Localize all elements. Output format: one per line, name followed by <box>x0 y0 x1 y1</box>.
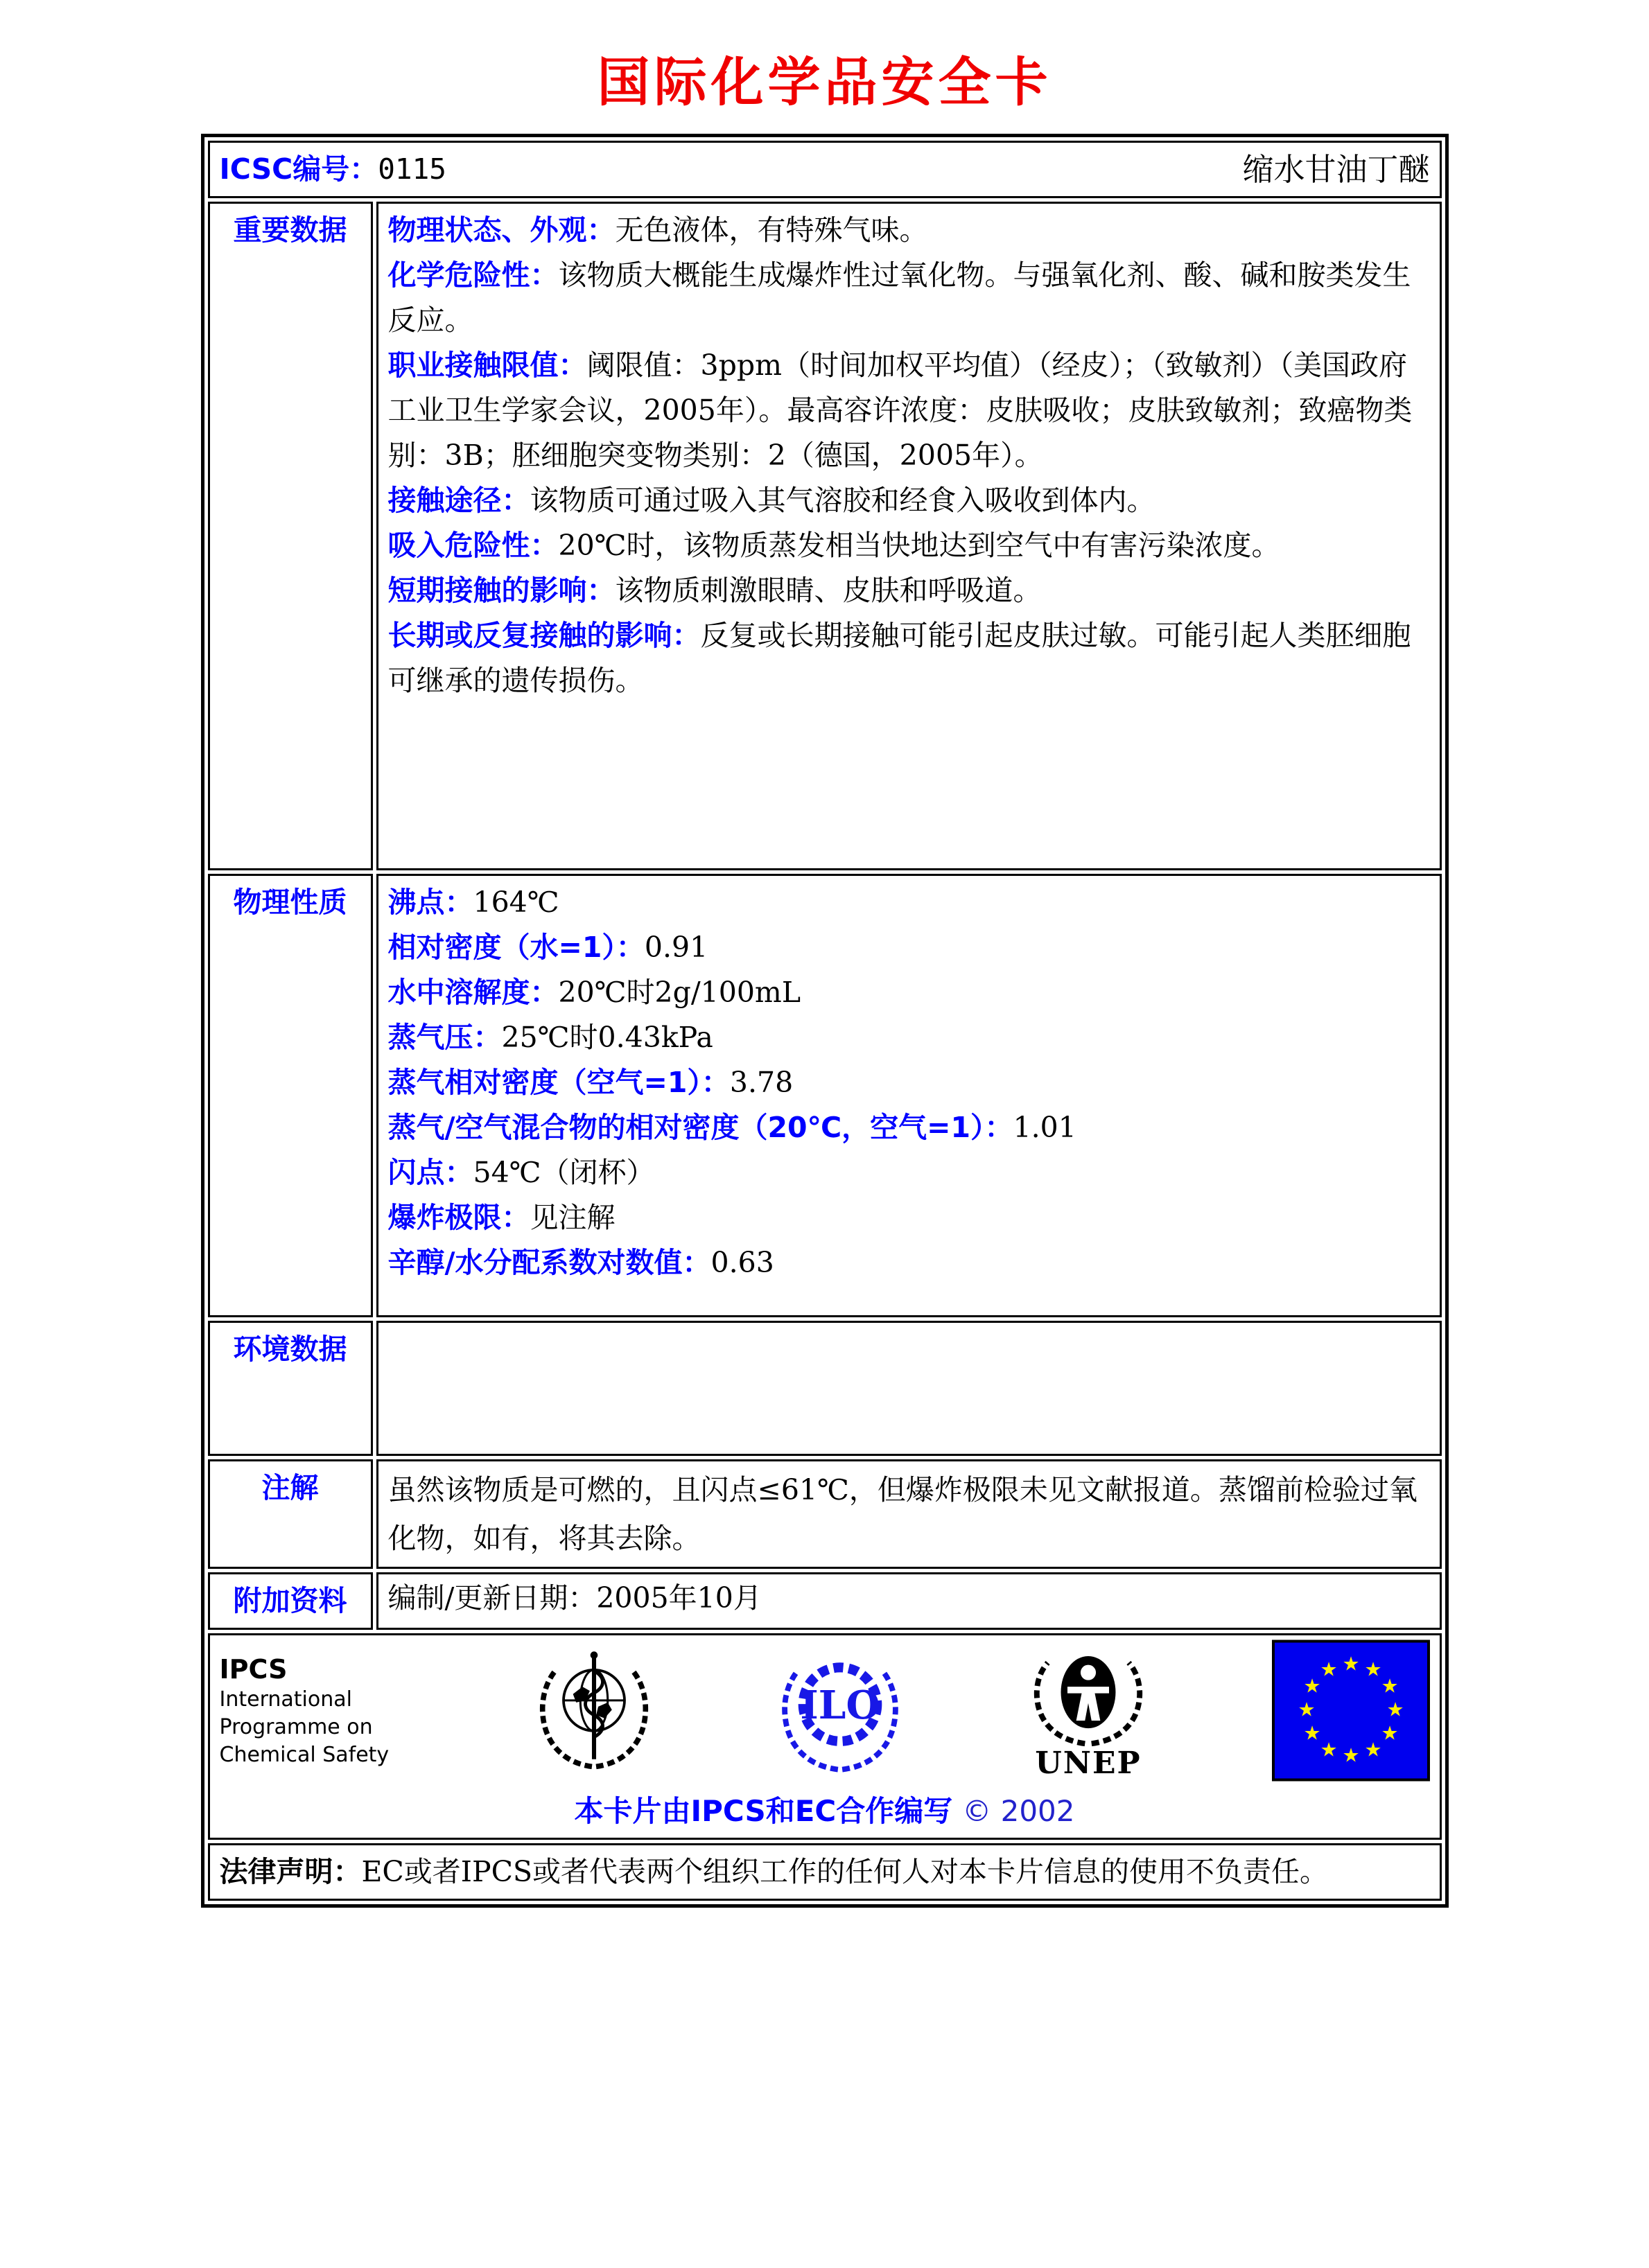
svg-text:★: ★ <box>1319 1658 1338 1681</box>
item-text: 3.78 <box>729 1066 794 1099</box>
environment-data-row <box>208 1321 1442 1456</box>
item-label: 蒸气/空气混合物的相对密度（20℃，空气=1）： <box>387 1111 1013 1144</box>
eu-flag-icon <box>1272 1640 1430 1782</box>
physical-item <box>388 970 1430 1015</box>
item-text: 阈限值：3ppm（时间加权平均值）（经皮）；（致敏剂）（美国政府工业卫生学家会议，2005年）。最高容许浓度：皮肤吸收；皮肤致敏剂；致癌物类别：3B；胚细胞突变物类别：2（德国，2005年）。 <box>387 349 1413 472</box>
item-text: 该物质大概能生成爆炸性过氧化物。与强氧化剂、酸、碱和胺类发生反应。 <box>387 258 1411 337</box>
credit-line <box>220 1788 1430 1834</box>
important-item <box>388 253 1430 343</box>
page-title: 国际化学品安全卡 <box>597 51 1052 113</box>
item-text: 25℃时0.43kPa <box>501 1021 713 1054</box>
physical-item <box>388 1240 1430 1285</box>
important-item <box>388 208 1430 253</box>
important-data-content <box>376 202 1442 870</box>
environment-data-title: 环境数据 <box>208 1321 373 1456</box>
item-text: 无色液体，有特殊气味。 <box>615 213 928 247</box>
physical-properties-row <box>208 874 1442 1317</box>
physical-properties-title: 物理性质 <box>208 874 373 1317</box>
item-label: 辛醇/水分配系数对数值： <box>387 1246 711 1279</box>
physical-item <box>388 1105 1430 1150</box>
logo-strip <box>220 1640 1430 1782</box>
item-label: 蒸气相对密度（空气=1）： <box>387 1066 730 1099</box>
physical-item <box>388 1015 1430 1060</box>
ipcs-abbr: IPCS <box>219 1653 288 1685</box>
item-text: 该物质可通过吸入其气溶胶和经食入吸收到体内。 <box>530 484 1155 517</box>
icsc-number-label: ICSC编号： <box>219 152 378 186</box>
svg-text:ILO: ILO <box>799 1682 880 1728</box>
important-item <box>388 523 1430 568</box>
important-data-row <box>208 202 1442 870</box>
svg-text:★: ★ <box>1297 1698 1316 1721</box>
card-page <box>201 40 1449 1908</box>
header-row <box>208 141 1442 198</box>
item-label: 水中溶解度： <box>387 976 559 1009</box>
notes-title: 注解 <box>208 1459 373 1569</box>
legal-label: 法律声明： <box>219 1855 362 1888</box>
legal-text: EC或者IPCS或者代表两个组织工作的任何人对本卡片信息的使用不负责任。 <box>361 1855 1329 1888</box>
icsc-number-value: 0115 <box>378 152 446 186</box>
item-label: 沸点： <box>387 886 473 919</box>
item-label: 接触途径： <box>387 484 530 517</box>
notes-content: 虽然该物质是可燃的，且闪点≤61℃，但爆炸极限未见文献报道。蒸馏前检验过氧化物，如有，将其去除。 <box>376 1459 1442 1569</box>
legal-row <box>208 1843 1442 1901</box>
item-label: 蒸气压： <box>387 1021 502 1054</box>
chemical-name: 缩水甘油丁醚 <box>1242 151 1430 188</box>
important-item <box>388 568 1430 613</box>
item-text: 54℃（闭杯） <box>473 1156 655 1189</box>
header-cell <box>208 141 1442 198</box>
notes-row <box>208 1459 1442 1569</box>
logos-row <box>208 1633 1442 1840</box>
item-label: 闪点： <box>387 1156 473 1189</box>
item-label: 长期或反复接触的影响： <box>387 619 701 652</box>
item-text: 20℃时，该物质蒸发相当快地达到空气中有害污染浓度。 <box>558 529 1280 562</box>
important-item <box>388 343 1430 478</box>
physical-item <box>388 1195 1430 1240</box>
copyright-text: © 2002 <box>962 1794 1075 1828</box>
logos-cell <box>208 1633 1442 1840</box>
physical-item <box>388 925 1430 970</box>
svg-text:★: ★ <box>1380 1674 1399 1698</box>
unep-logo-block <box>1022 1643 1154 1779</box>
item-text: 0.63 <box>710 1246 774 1279</box>
item-text: 1.01 <box>1013 1111 1076 1144</box>
who-logo-icon <box>531 1648 657 1774</box>
item-label: 相对密度（水=1）： <box>387 931 645 964</box>
item-text: 0.91 <box>644 931 708 964</box>
item-text: 该物质刺激眼睛、皮肤和呼吸道。 <box>615 574 1042 607</box>
legal-cell <box>208 1843 1442 1901</box>
svg-text:★: ★ <box>1380 1721 1399 1745</box>
physical-item <box>388 880 1430 925</box>
physical-properties-content <box>376 874 1442 1317</box>
svg-text:★: ★ <box>1302 1721 1321 1745</box>
svg-text:★: ★ <box>1341 1652 1360 1676</box>
additional-info-title: 附加资料 <box>208 1572 373 1630</box>
item-label: 爆炸极限： <box>387 1201 530 1234</box>
svg-text:★: ★ <box>1302 1674 1321 1698</box>
important-data-title: 重要数据 <box>208 202 373 870</box>
item-text: 20℃时2g/100mL <box>558 976 801 1009</box>
item-text: 164℃ <box>473 886 559 919</box>
environment-data-content <box>376 1321 1442 1456</box>
additional-info-row <box>208 1572 1442 1630</box>
unep-logo-icon <box>1022 1643 1154 1747</box>
svg-text:★: ★ <box>1341 1743 1360 1767</box>
item-label: 短期接触的影响： <box>387 574 616 607</box>
item-label: 吸入危险性： <box>387 529 559 562</box>
item-label: 职业接触限值： <box>387 349 587 382</box>
svg-text:★: ★ <box>1363 1738 1382 1761</box>
important-item <box>388 613 1430 703</box>
svg-text:★: ★ <box>1363 1658 1382 1681</box>
ipcs-line3: Chemical Safety <box>219 1742 390 1767</box>
item-text: 反复或长期接触可能引起皮肤过敏。可能引起人类胚细胞可继承的遗传损伤。 <box>387 619 1411 697</box>
ilo-logo-icon <box>775 1646 905 1776</box>
important-item <box>388 478 1430 523</box>
physical-item <box>388 1060 1430 1105</box>
ipcs-text-block <box>220 1653 414 1769</box>
svg-text:★: ★ <box>1319 1738 1338 1761</box>
credit-text: 本卡片由IPCS和EC合作编写 <box>574 1794 953 1828</box>
additional-info-content: 编制/更新日期：2005年10月 <box>376 1572 1442 1630</box>
ipcs-line2: Programme on <box>219 1714 373 1739</box>
item-label: 物理状态、外观： <box>387 213 616 247</box>
svg-text:★: ★ <box>1386 1698 1404 1721</box>
item-text: 见注解 <box>530 1201 616 1234</box>
physical-item <box>388 1150 1430 1195</box>
unep-logo-text: UNEP <box>1035 1745 1142 1781</box>
icsc-card-table <box>201 134 1449 1908</box>
ipcs-line1: International <box>219 1687 352 1712</box>
item-label: 化学危险性： <box>387 258 559 292</box>
